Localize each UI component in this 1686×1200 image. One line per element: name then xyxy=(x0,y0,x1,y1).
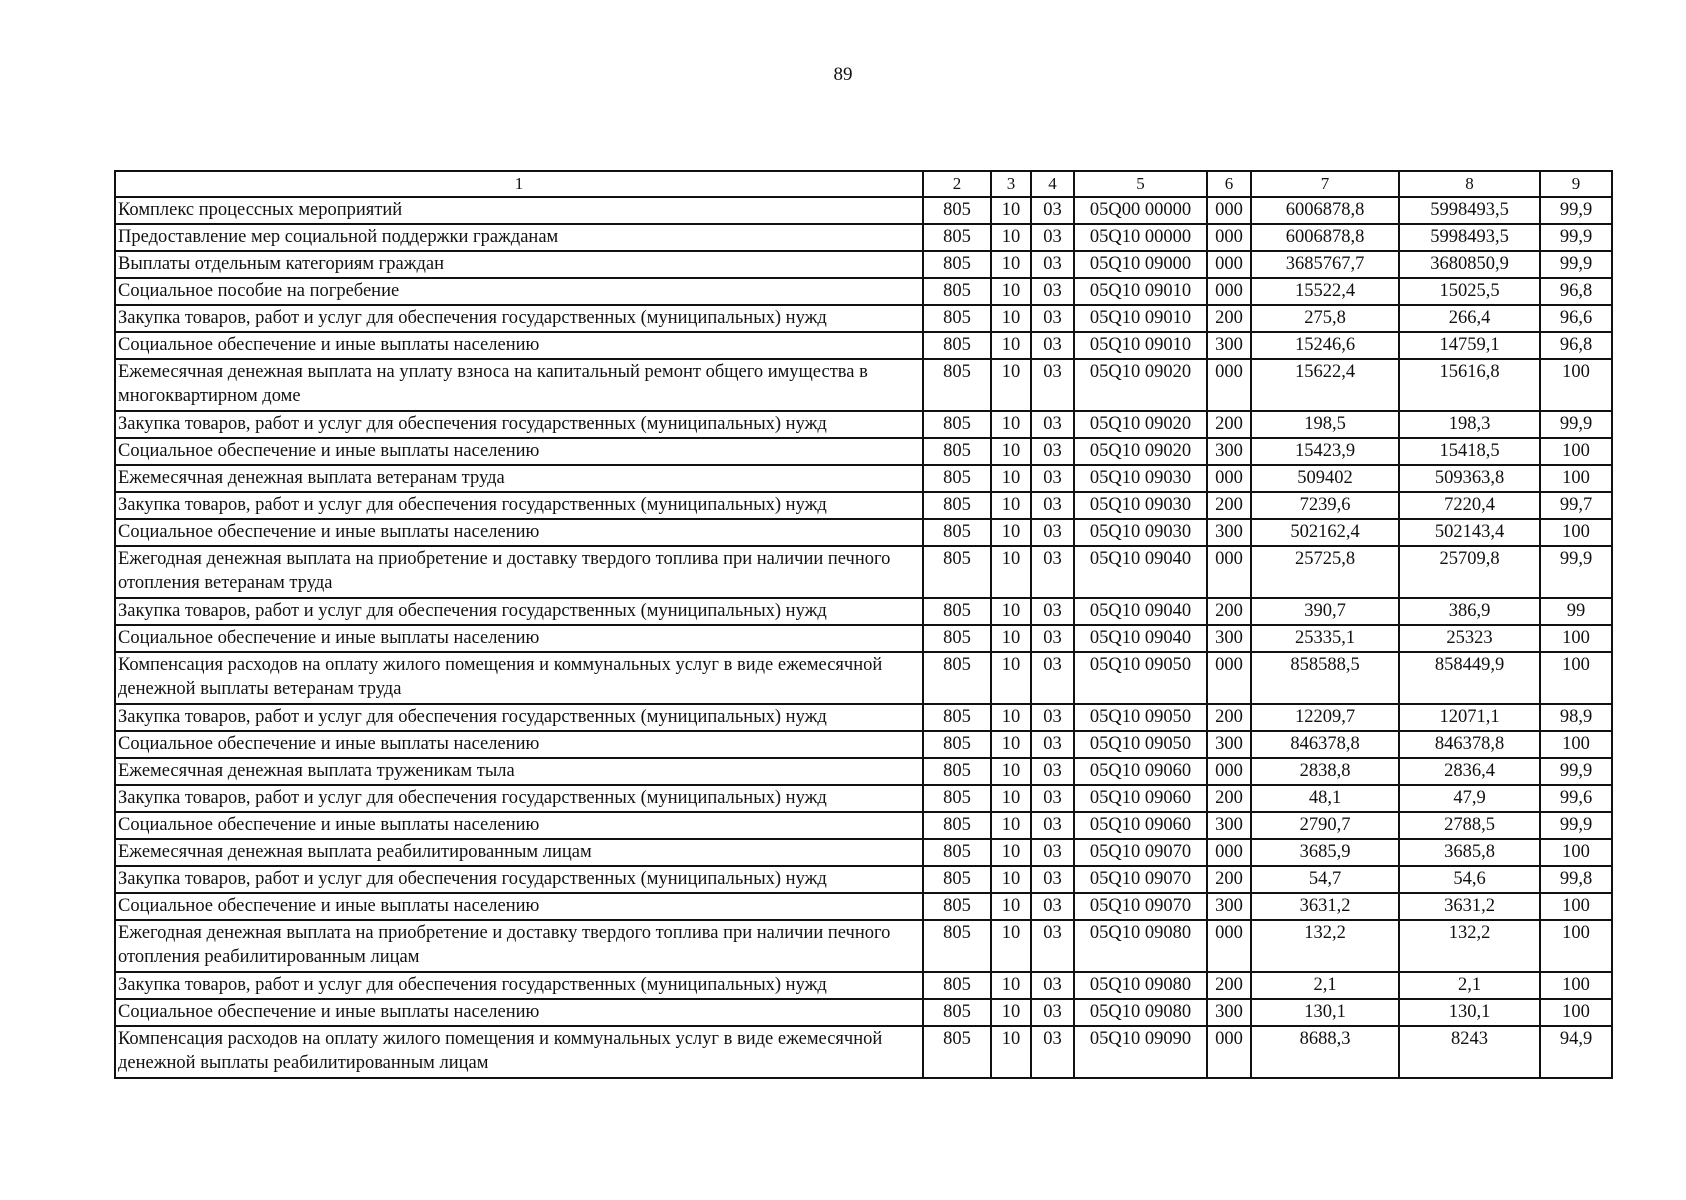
planned-amount-cell: 3685767,7 xyxy=(1251,251,1399,278)
planned-amount-cell: 54,7 xyxy=(1251,866,1399,893)
target-article-cell: 05Q10 09070 xyxy=(1074,893,1207,920)
section-cell: 10 xyxy=(991,1026,1031,1078)
section-cell: 10 xyxy=(991,278,1031,305)
expense-type-cell: 300 xyxy=(1207,893,1251,920)
percent-cell: 100 xyxy=(1540,652,1612,704)
target-article-cell: 05Q10 09030 xyxy=(1074,465,1207,492)
target-article-cell: 05Q10 09010 xyxy=(1074,305,1207,332)
target-article-cell: 05Q10 09040 xyxy=(1074,625,1207,652)
expense-type-cell: 200 xyxy=(1207,972,1251,999)
table-row xyxy=(115,839,1612,866)
executed-amount-cell: 15418,5 xyxy=(1399,438,1540,465)
executed-amount-cell: 12071,1 xyxy=(1399,704,1540,731)
row-name-cell: Ежемесячная денежная выплата на уплату взноса на капитальный ремонт общего имущества в многоквартирном доме xyxy=(115,359,923,411)
expense-type-cell: 000 xyxy=(1207,1026,1251,1078)
table-row xyxy=(115,812,1612,839)
executed-amount-cell: 54,6 xyxy=(1399,866,1540,893)
expense-type-cell: 000 xyxy=(1207,197,1251,224)
executed-amount-cell: 14759,1 xyxy=(1399,332,1540,359)
code-cell: 805 xyxy=(923,438,991,465)
planned-amount-cell: 8688,3 xyxy=(1251,1026,1399,1078)
executed-amount-cell: 3631,2 xyxy=(1399,893,1540,920)
row-name-cell: Социальное обеспечение и иные выплаты населению xyxy=(115,519,923,546)
section-cell: 10 xyxy=(991,359,1031,411)
target-article-cell: 05Q10 09070 xyxy=(1074,839,1207,866)
subsection-cell: 03 xyxy=(1031,598,1074,625)
subsection-cell: 03 xyxy=(1031,251,1074,278)
subsection-cell: 03 xyxy=(1031,492,1074,519)
section-cell: 10 xyxy=(991,893,1031,920)
section-cell: 10 xyxy=(991,598,1031,625)
table-row xyxy=(115,598,1612,625)
planned-amount-cell: 15522,4 xyxy=(1251,278,1399,305)
percent-cell: 100 xyxy=(1540,893,1612,920)
subsection-cell: 03 xyxy=(1031,197,1074,224)
expense-type-cell: 300 xyxy=(1207,519,1251,546)
table-row xyxy=(115,731,1612,758)
expense-type-cell: 000 xyxy=(1207,359,1251,411)
subsection-cell: 03 xyxy=(1031,278,1074,305)
executed-amount-cell: 386,9 xyxy=(1399,598,1540,625)
section-cell: 10 xyxy=(991,492,1031,519)
section-cell: 10 xyxy=(991,704,1031,731)
column-header: 9 xyxy=(1540,171,1612,197)
section-cell: 10 xyxy=(991,197,1031,224)
section-cell: 10 xyxy=(991,652,1031,704)
expense-type-cell: 300 xyxy=(1207,625,1251,652)
row-name-cell: Социальное обеспечение и иные выплаты населению xyxy=(115,812,923,839)
section-cell: 10 xyxy=(991,546,1031,598)
expense-type-cell: 200 xyxy=(1207,866,1251,893)
percent-cell: 96,8 xyxy=(1540,332,1612,359)
planned-amount-cell: 12209,7 xyxy=(1251,704,1399,731)
table-row xyxy=(115,704,1612,731)
target-article-cell: 05Q10 09050 xyxy=(1074,704,1207,731)
percent-cell: 99,9 xyxy=(1540,546,1612,598)
subsection-cell: 03 xyxy=(1031,758,1074,785)
executed-amount-cell: 15616,8 xyxy=(1399,359,1540,411)
planned-amount-cell: 6006878,8 xyxy=(1251,224,1399,251)
page-number: 89 xyxy=(833,64,853,85)
row-name-cell: Ежегодная денежная выплата на приобретение и доставку твердого топлива при наличии печного отопления реабилитированным лицам xyxy=(115,920,923,972)
row-name-cell: Социальное обеспечение и иные выплаты населению xyxy=(115,731,923,758)
expense-type-cell: 000 xyxy=(1207,465,1251,492)
table-row xyxy=(115,332,1612,359)
expense-type-cell: 000 xyxy=(1207,224,1251,251)
executed-amount-cell: 25323 xyxy=(1399,625,1540,652)
target-article-cell: 05Q10 09060 xyxy=(1074,758,1207,785)
column-header: 5 xyxy=(1074,171,1207,197)
table-row xyxy=(115,972,1612,999)
code-cell: 805 xyxy=(923,305,991,332)
subsection-cell: 03 xyxy=(1031,812,1074,839)
section-cell: 10 xyxy=(991,866,1031,893)
subsection-cell: 03 xyxy=(1031,625,1074,652)
target-article-cell: 05Q10 09000 xyxy=(1074,251,1207,278)
subsection-cell: 03 xyxy=(1031,731,1074,758)
row-name-cell: Закупка товаров, работ и услуг для обеспечения государственных (муниципальных) нужд xyxy=(115,305,923,332)
code-cell: 805 xyxy=(923,625,991,652)
planned-amount-cell: 25725,8 xyxy=(1251,546,1399,598)
percent-cell: 99 xyxy=(1540,598,1612,625)
table-row xyxy=(115,920,1612,972)
target-article-cell: 05Q00 00000 xyxy=(1074,197,1207,224)
percent-cell: 100 xyxy=(1540,519,1612,546)
row-name-cell: Социальное обеспечение и иные выплаты населению xyxy=(115,438,923,465)
subsection-cell: 03 xyxy=(1031,546,1074,598)
table-row xyxy=(115,1026,1612,1078)
subsection-cell: 03 xyxy=(1031,465,1074,492)
subsection-cell: 03 xyxy=(1031,652,1074,704)
planned-amount-cell: 275,8 xyxy=(1251,305,1399,332)
column-header: 7 xyxy=(1251,171,1399,197)
table-row xyxy=(115,652,1612,704)
percent-cell: 96,6 xyxy=(1540,305,1612,332)
subsection-cell: 03 xyxy=(1031,920,1074,972)
table-row xyxy=(115,465,1612,492)
subsection-cell: 03 xyxy=(1031,704,1074,731)
percent-cell: 99,6 xyxy=(1540,785,1612,812)
expense-type-cell: 000 xyxy=(1207,920,1251,972)
target-article-cell: 05Q10 09030 xyxy=(1074,492,1207,519)
target-article-cell: 05Q10 09020 xyxy=(1074,438,1207,465)
percent-cell: 100 xyxy=(1540,920,1612,972)
executed-amount-cell: 47,9 xyxy=(1399,785,1540,812)
table-row xyxy=(115,785,1612,812)
table-row xyxy=(115,866,1612,893)
code-cell: 805 xyxy=(923,785,991,812)
percent-cell: 99,9 xyxy=(1540,812,1612,839)
expense-type-cell: 200 xyxy=(1207,305,1251,332)
section-cell: 10 xyxy=(991,731,1031,758)
executed-amount-cell: 132,2 xyxy=(1399,920,1540,972)
code-cell: 805 xyxy=(923,893,991,920)
expense-type-cell: 200 xyxy=(1207,411,1251,438)
executed-amount-cell: 5998493,5 xyxy=(1399,224,1540,251)
planned-amount-cell: 509402 xyxy=(1251,465,1399,492)
row-name-cell: Ежемесячная денежная выплата реабилитированным лицам xyxy=(115,839,923,866)
executed-amount-cell: 15025,5 xyxy=(1399,278,1540,305)
percent-cell: 94,9 xyxy=(1540,1026,1612,1078)
percent-cell: 99,9 xyxy=(1540,197,1612,224)
subsection-cell: 03 xyxy=(1031,332,1074,359)
table-body xyxy=(115,197,1612,1078)
subsection-cell: 03 xyxy=(1031,305,1074,332)
target-article-cell: 05Q10 09090 xyxy=(1074,1026,1207,1078)
code-cell: 805 xyxy=(923,999,991,1026)
planned-amount-cell: 502162,4 xyxy=(1251,519,1399,546)
executed-amount-cell: 2,1 xyxy=(1399,972,1540,999)
table-row xyxy=(115,893,1612,920)
code-cell: 805 xyxy=(923,812,991,839)
subsection-cell: 03 xyxy=(1031,893,1074,920)
expense-type-cell: 000 xyxy=(1207,758,1251,785)
row-name-cell: Ежемесячная денежная выплата ветеранам труда xyxy=(115,465,923,492)
percent-cell: 100 xyxy=(1540,972,1612,999)
target-article-cell: 05Q10 09080 xyxy=(1074,972,1207,999)
table-row xyxy=(115,546,1612,598)
code-cell: 805 xyxy=(923,359,991,411)
target-article-cell: 05Q10 09020 xyxy=(1074,359,1207,411)
planned-amount-cell: 3631,2 xyxy=(1251,893,1399,920)
row-name-cell: Социальное обеспечение и иные выплаты населению xyxy=(115,999,923,1026)
section-cell: 10 xyxy=(991,758,1031,785)
code-cell: 805 xyxy=(923,652,991,704)
planned-amount-cell: 15246,6 xyxy=(1251,332,1399,359)
code-cell: 805 xyxy=(923,278,991,305)
executed-amount-cell: 198,3 xyxy=(1399,411,1540,438)
expense-type-cell: 300 xyxy=(1207,332,1251,359)
expense-type-cell: 200 xyxy=(1207,785,1251,812)
table-row xyxy=(115,278,1612,305)
executed-amount-cell: 2836,4 xyxy=(1399,758,1540,785)
subsection-cell: 03 xyxy=(1031,839,1074,866)
column-header: 3 xyxy=(991,171,1031,197)
table-row xyxy=(115,519,1612,546)
row-name-cell: Ежемесячная денежная выплата труженикам тыла xyxy=(115,758,923,785)
executed-amount-cell: 3680850,9 xyxy=(1399,251,1540,278)
planned-amount-cell: 2,1 xyxy=(1251,972,1399,999)
percent-cell: 99,9 xyxy=(1540,411,1612,438)
percent-cell: 99,9 xyxy=(1540,251,1612,278)
expense-type-cell: 000 xyxy=(1207,839,1251,866)
expense-type-cell: 300 xyxy=(1207,438,1251,465)
code-cell: 805 xyxy=(923,1026,991,1078)
table-row xyxy=(115,625,1612,652)
percent-cell: 100 xyxy=(1540,465,1612,492)
code-cell: 805 xyxy=(923,866,991,893)
subsection-cell: 03 xyxy=(1031,438,1074,465)
code-cell: 805 xyxy=(923,465,991,492)
table-row xyxy=(115,305,1612,332)
planned-amount-cell: 25335,1 xyxy=(1251,625,1399,652)
code-cell: 805 xyxy=(923,920,991,972)
percent-cell: 99,8 xyxy=(1540,866,1612,893)
section-cell: 10 xyxy=(991,519,1031,546)
target-article-cell: 05Q10 00000 xyxy=(1074,224,1207,251)
budget-table xyxy=(114,170,1613,1079)
section-cell: 10 xyxy=(991,920,1031,972)
subsection-cell: 03 xyxy=(1031,999,1074,1026)
target-article-cell: 05Q10 09060 xyxy=(1074,785,1207,812)
section-cell: 10 xyxy=(991,839,1031,866)
target-article-cell: 05Q10 09010 xyxy=(1074,332,1207,359)
target-article-cell: 05Q10 09070 xyxy=(1074,866,1207,893)
target-article-cell: 05Q10 09030 xyxy=(1074,519,1207,546)
executed-amount-cell: 858449,9 xyxy=(1399,652,1540,704)
section-cell: 10 xyxy=(991,785,1031,812)
row-name-cell: Закупка товаров, работ и услуг для обеспечения государственных (муниципальных) нужд xyxy=(115,972,923,999)
row-name-cell: Закупка товаров, работ и услуг для обеспечения государственных (муниципальных) нужд xyxy=(115,866,923,893)
planned-amount-cell: 15423,9 xyxy=(1251,438,1399,465)
percent-cell: 100 xyxy=(1540,359,1612,411)
expense-type-cell: 000 xyxy=(1207,546,1251,598)
percent-cell: 100 xyxy=(1540,999,1612,1026)
row-name-cell: Социальное обеспечение и иные выплаты населению xyxy=(115,893,923,920)
expense-type-cell: 000 xyxy=(1207,278,1251,305)
code-cell: 805 xyxy=(923,519,991,546)
subsection-cell: 03 xyxy=(1031,519,1074,546)
expense-type-cell: 200 xyxy=(1207,492,1251,519)
table-row xyxy=(115,359,1612,411)
percent-cell: 100 xyxy=(1540,731,1612,758)
planned-amount-cell: 7239,6 xyxy=(1251,492,1399,519)
subsection-cell: 03 xyxy=(1031,866,1074,893)
percent-cell: 100 xyxy=(1540,839,1612,866)
percent-cell: 99,7 xyxy=(1540,492,1612,519)
row-name-cell: Компенсация расходов на оплату жилого помещения и коммунальных услуг в виде ежемесячной денежной выплаты реабилитированным лицам xyxy=(115,1026,923,1078)
executed-amount-cell: 7220,4 xyxy=(1399,492,1540,519)
table-header-row xyxy=(115,171,1612,197)
section-cell: 10 xyxy=(991,305,1031,332)
percent-cell: 99,9 xyxy=(1540,224,1612,251)
section-cell: 10 xyxy=(991,999,1031,1026)
table-row xyxy=(115,251,1612,278)
section-cell: 10 xyxy=(991,438,1031,465)
planned-amount-cell: 48,1 xyxy=(1251,785,1399,812)
percent-cell: 100 xyxy=(1540,625,1612,652)
executed-amount-cell: 3685,8 xyxy=(1399,839,1540,866)
table-row xyxy=(115,224,1612,251)
row-name-cell: Выплаты отдельным категориям граждан xyxy=(115,251,923,278)
subsection-cell: 03 xyxy=(1031,1026,1074,1078)
planned-amount-cell: 6006878,8 xyxy=(1251,197,1399,224)
planned-amount-cell: 198,5 xyxy=(1251,411,1399,438)
executed-amount-cell: 846378,8 xyxy=(1399,731,1540,758)
row-name-cell: Социальное пособие на погребение xyxy=(115,278,923,305)
executed-amount-cell: 5998493,5 xyxy=(1399,197,1540,224)
target-article-cell: 05Q10 09040 xyxy=(1074,598,1207,625)
subsection-cell: 03 xyxy=(1031,224,1074,251)
table-row xyxy=(115,758,1612,785)
executed-amount-cell: 509363,8 xyxy=(1399,465,1540,492)
column-header: 4 xyxy=(1031,171,1074,197)
row-name-cell: Социальное обеспечение и иные выплаты населению xyxy=(115,625,923,652)
target-article-cell: 05Q10 09080 xyxy=(1074,920,1207,972)
column-header: 1 xyxy=(115,171,923,197)
planned-amount-cell: 130,1 xyxy=(1251,999,1399,1026)
section-cell: 10 xyxy=(991,625,1031,652)
executed-amount-cell: 266,4 xyxy=(1399,305,1540,332)
code-cell: 805 xyxy=(923,731,991,758)
row-name-cell: Компенсация расходов на оплату жилого помещения и коммунальных услуг в виде ежемесячной денежной выплаты ветеранам труда xyxy=(115,652,923,704)
code-cell: 805 xyxy=(923,492,991,519)
executed-amount-cell: 130,1 xyxy=(1399,999,1540,1026)
subsection-cell: 03 xyxy=(1031,359,1074,411)
row-name-cell: Закупка товаров, работ и услуг для обеспечения государственных (муниципальных) нужд xyxy=(115,411,923,438)
percent-cell: 100 xyxy=(1540,438,1612,465)
executed-amount-cell: 502143,4 xyxy=(1399,519,1540,546)
code-cell: 805 xyxy=(923,598,991,625)
row-name-cell: Закупка товаров, работ и услуг для обеспечения государственных (муниципальных) нужд xyxy=(115,785,923,812)
executed-amount-cell: 2788,5 xyxy=(1399,812,1540,839)
section-cell: 10 xyxy=(991,224,1031,251)
section-cell: 10 xyxy=(991,411,1031,438)
planned-amount-cell: 846378,8 xyxy=(1251,731,1399,758)
planned-amount-cell: 132,2 xyxy=(1251,920,1399,972)
code-cell: 805 xyxy=(923,251,991,278)
target-article-cell: 05Q10 09040 xyxy=(1074,546,1207,598)
section-cell: 10 xyxy=(991,465,1031,492)
column-header: 8 xyxy=(1399,171,1540,197)
column-header: 6 xyxy=(1207,171,1251,197)
percent-cell: 98,9 xyxy=(1540,704,1612,731)
column-header: 2 xyxy=(923,171,991,197)
section-cell: 10 xyxy=(991,251,1031,278)
row-name-cell: Закупка товаров, работ и услуг для обеспечения государственных (муниципальных) нужд xyxy=(115,492,923,519)
planned-amount-cell: 2838,8 xyxy=(1251,758,1399,785)
table-row xyxy=(115,197,1612,224)
planned-amount-cell: 2790,7 xyxy=(1251,812,1399,839)
expense-type-cell: 200 xyxy=(1207,704,1251,731)
subsection-cell: 03 xyxy=(1031,411,1074,438)
executed-amount-cell: 8243 xyxy=(1399,1026,1540,1078)
target-article-cell: 05Q10 09060 xyxy=(1074,812,1207,839)
code-cell: 805 xyxy=(923,758,991,785)
code-cell: 805 xyxy=(923,224,991,251)
code-cell: 805 xyxy=(923,972,991,999)
row-name-cell: Комплекс процессных мероприятий xyxy=(115,197,923,224)
row-name-cell: Социальное обеспечение и иные выплаты населению xyxy=(115,332,923,359)
expense-type-cell: 300 xyxy=(1207,731,1251,758)
section-cell: 10 xyxy=(991,812,1031,839)
target-article-cell: 05Q10 09050 xyxy=(1074,731,1207,758)
code-cell: 805 xyxy=(923,197,991,224)
section-cell: 10 xyxy=(991,332,1031,359)
row-name-cell: Закупка товаров, работ и услуг для обеспечения государственных (муниципальных) нужд xyxy=(115,598,923,625)
target-article-cell: 05Q10 09010 xyxy=(1074,278,1207,305)
target-article-cell: 05Q10 09080 xyxy=(1074,999,1207,1026)
table-row xyxy=(115,492,1612,519)
row-name-cell: Ежегодная денежная выплата на приобретение и доставку твердого топлива при наличии печного отопления ветеранам труда xyxy=(115,546,923,598)
expense-type-cell: 300 xyxy=(1207,999,1251,1026)
subsection-cell: 03 xyxy=(1031,785,1074,812)
row-name-cell: Предоставление мер социальной поддержки гражданам xyxy=(115,224,923,251)
code-cell: 805 xyxy=(923,332,991,359)
planned-amount-cell: 390,7 xyxy=(1251,598,1399,625)
row-name-cell: Закупка товаров, работ и услуг для обеспечения государственных (муниципальных) нужд xyxy=(115,704,923,731)
code-cell: 805 xyxy=(923,704,991,731)
table-row xyxy=(115,411,1612,438)
executed-amount-cell: 25709,8 xyxy=(1399,546,1540,598)
expense-type-cell: 000 xyxy=(1207,652,1251,704)
code-cell: 805 xyxy=(923,546,991,598)
planned-amount-cell: 3685,9 xyxy=(1251,839,1399,866)
expense-type-cell: 300 xyxy=(1207,812,1251,839)
planned-amount-cell: 858588,5 xyxy=(1251,652,1399,704)
subsection-cell: 03 xyxy=(1031,972,1074,999)
target-article-cell: 05Q10 09050 xyxy=(1074,652,1207,704)
expense-type-cell: 000 xyxy=(1207,251,1251,278)
planned-amount-cell: 15622,4 xyxy=(1251,359,1399,411)
section-cell: 10 xyxy=(991,972,1031,999)
target-article-cell: 05Q10 09020 xyxy=(1074,411,1207,438)
table-row xyxy=(115,438,1612,465)
percent-cell: 99,9 xyxy=(1540,758,1612,785)
code-cell: 805 xyxy=(923,411,991,438)
percent-cell: 96,8 xyxy=(1540,278,1612,305)
expense-type-cell: 200 xyxy=(1207,598,1251,625)
table-row xyxy=(115,999,1612,1026)
code-cell: 805 xyxy=(923,839,991,866)
